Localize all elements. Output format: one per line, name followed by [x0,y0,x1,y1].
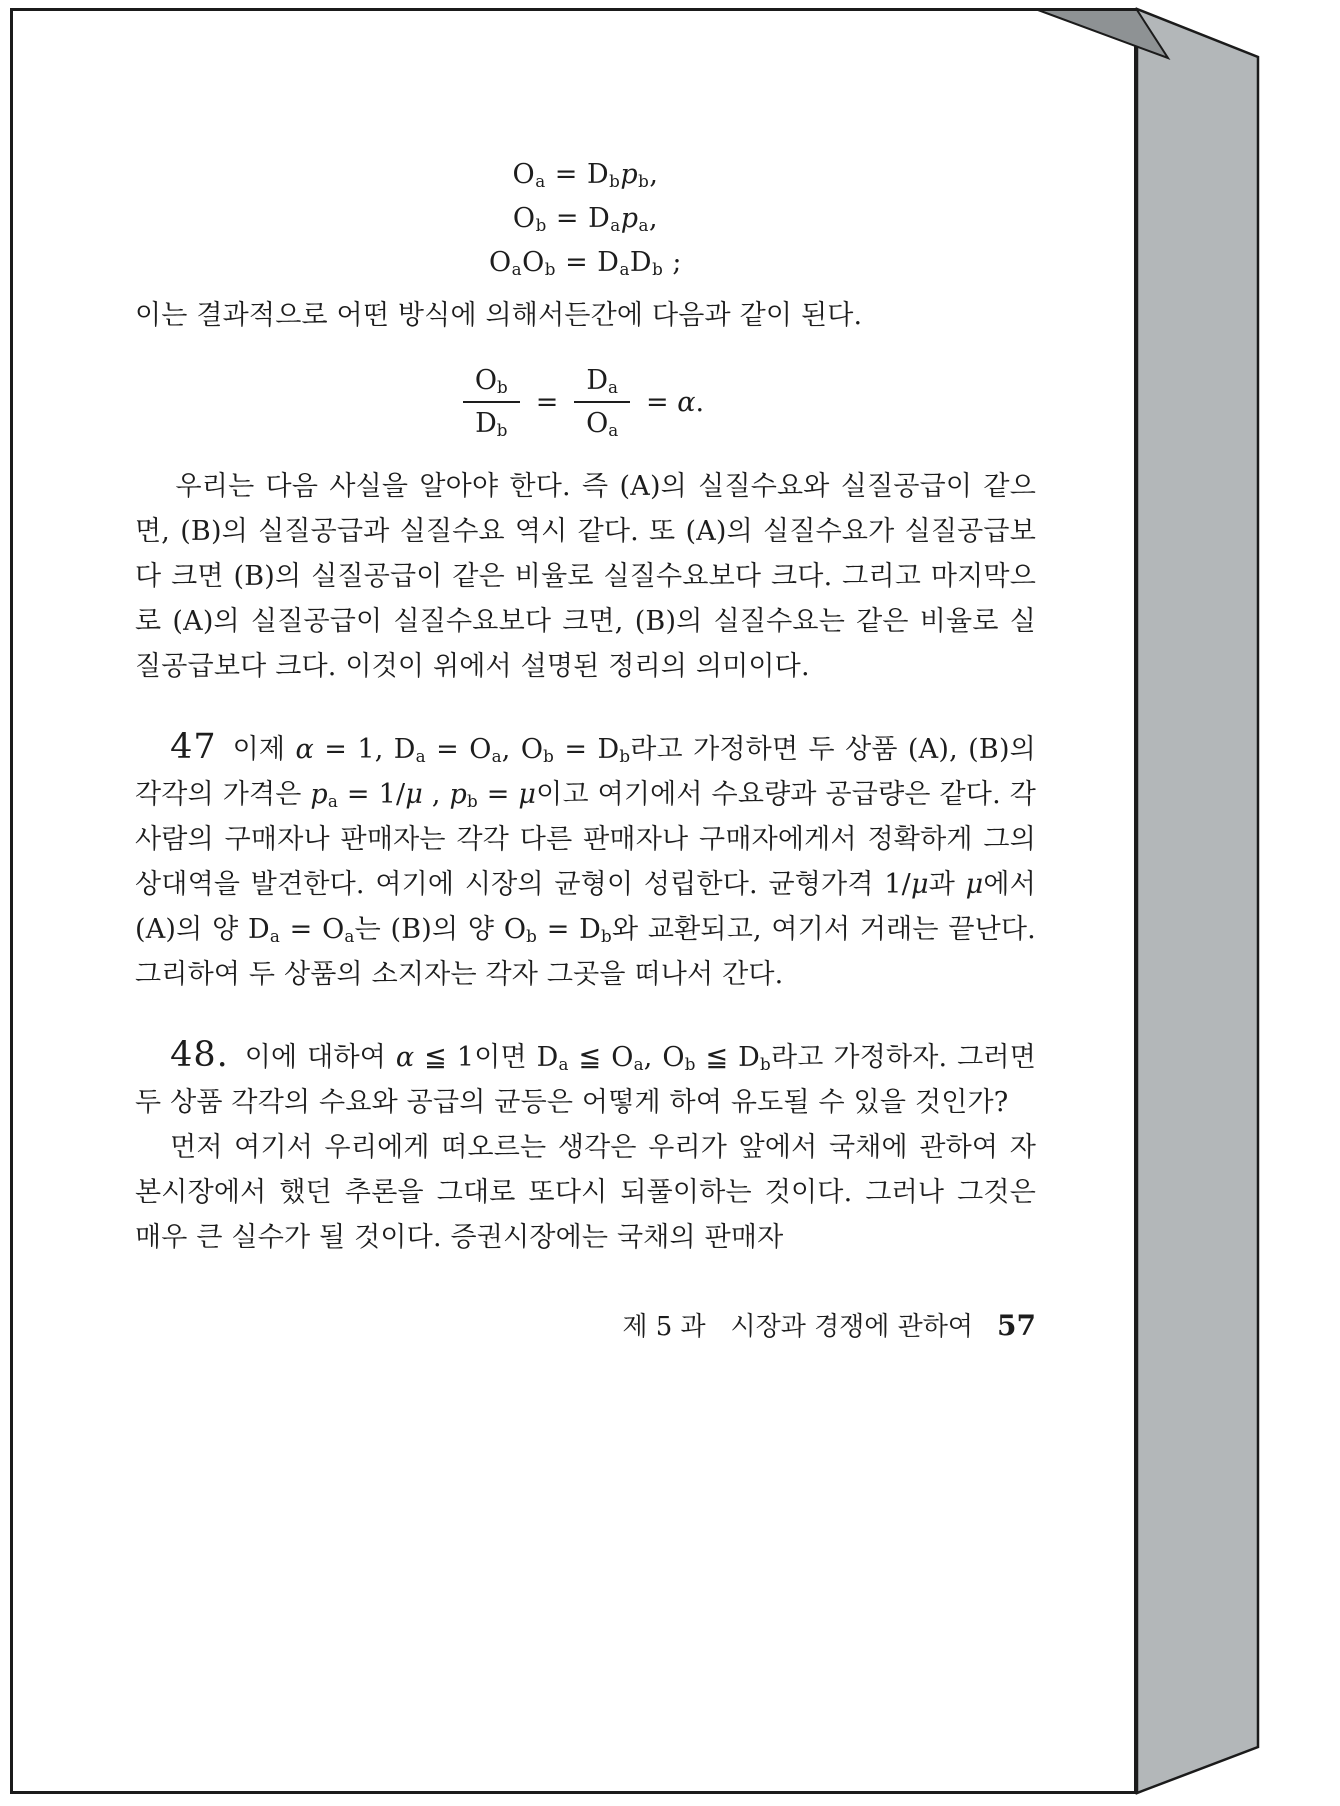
equation-line-1: $O_a = D_bp_b$, [512,159,659,192]
paragraph-47 [135,725,1036,997]
page-footer [135,1306,1036,1343]
section-48-text: 이에 대하여 α ≦ 1이면 $D_a$ ≦ $O_a$, $O_b$ ≦ $D_b$라고 가정하자. 그러면 두 상품 각각의 수요와 공급의 균등은 어떻게 하여 유도될 수 있을 것인가? [135,1042,1036,1118]
section-number-48: 48. [170,1035,229,1075]
paragraph-48b: 먼저 여기서 우리에게 떠오르는 생각은 우리가 앞에서 국채에 관하여 자본시장에서 했던 추론을 그대로 또다시 되풀이하는 것이다. 그러나 그것은 매우 큰 실수가 될 것이다. 증권시장에는 국채의 판매자 [135,1132,1036,1253]
paragraph-theorem: 우리는 다음 사실을 알아야 한다. 즉 (A)의 실질수요와 실질공급이 같으면, (B)의 실질공급과 실질수요 역시 같다. 또 (A)의 실질수요가 실질공급보다 크면 (B)의 실질공급이 같은 비율로 실질수요보다 크다. 그리고 마지막으로 (A)의 실질공급이 실질수요보다 크면, (B)의 실질수요는 같은 비율로 실질공급보다 크다. 이것이 위에서 설명된 정리의 의미이다. [135,471,1036,682]
page [10,8,1137,1794]
equation-result: $\frac{O_b}{D_b}$ = $\frac{D_a}{O_a}$ = α. [135,356,1036,448]
section-number-47: 47 [170,727,217,767]
running-title: 제 5 과 시장과 경쟁에 관하여 [622,1312,974,1342]
page-block-side-edge [1137,9,1258,1793]
equation-group [135,153,1036,285]
equation-line-2: $O_b = D_ap_a$, [512,203,659,236]
page-number: 57 [997,1309,1036,1342]
equation-line-3: $O_aO_b = D_aD_b$ ; [489,247,682,280]
section-47-text: 이제 α = 1, $D_a = O_a$, $O_b = D_b$라고 가정하면 두 상품 (A), (B)의 각각의 가격은 $p_a = 1/\mu$ , $p_b = \mu$이고 여기에서 수요량과 공급량은 같다. 각 사람의 구매자나 판매자는 각각 다른 판매자나 구매자에게서 정확하게 그의 상대역을 발견한다. 여기에 시장의 균형이 성립한다. 균형가격 1/μ과 μ에서 (A)의 양 $D_a = O_a$는 (B)의 양 $O_b = D_b$와 교환되고, 여기서 거래는 끝난다. 그리하여 두 상품의 소지자는 각자 그곳을 떠나서 간다. [135,734,1036,990]
paragraph-48 [135,1033,1036,1125]
intro-sentence: 이는 결과적으로 어떤 방식에 의해서든간에 다음과 같이 된다. [135,300,863,331]
